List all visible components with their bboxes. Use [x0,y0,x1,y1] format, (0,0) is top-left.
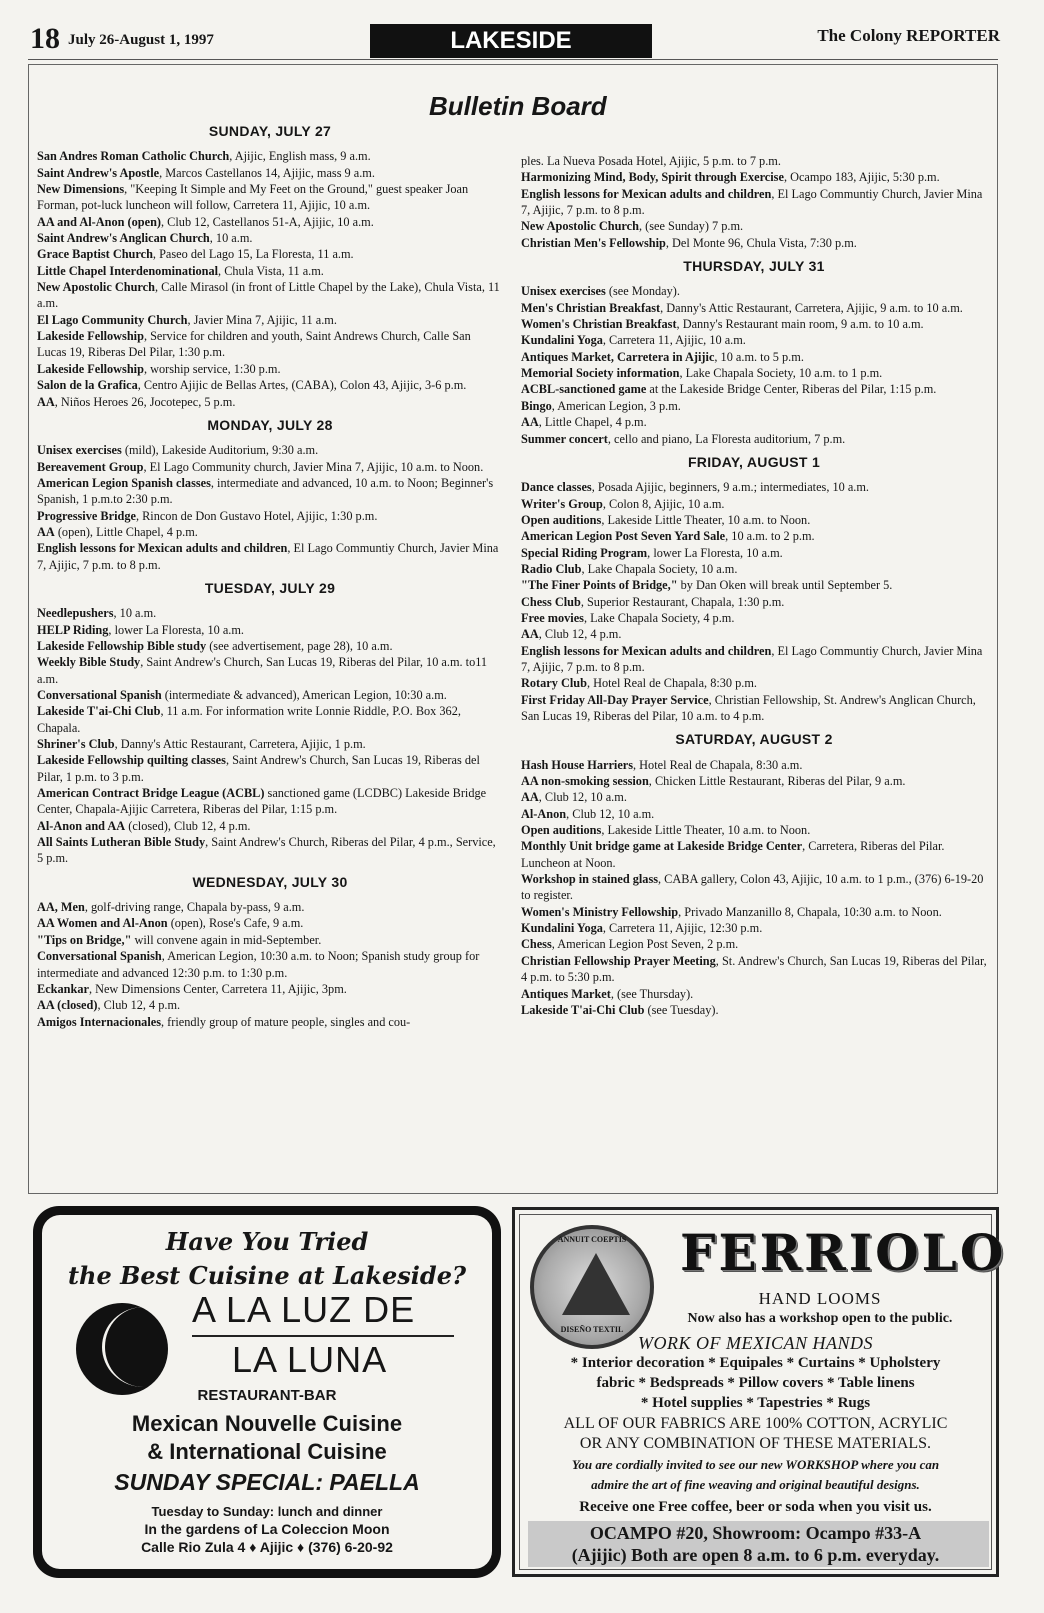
event-name: Women's Christian Breakfast [521,317,677,332]
event-name: Lakeside T'ai-Chi Club [37,704,161,719]
event-item [37,654,503,687]
event-name: Special Riding Program [521,545,648,560]
event-name: Christian Fellowship Prayer Meeting [521,953,716,968]
event-name: Eckankar [37,981,89,996]
event-detail: , El Lago Communtiy Church, Javier Mina 7, Ajijic, 7 p.m. to 8 p.m. [37,541,499,572]
event-detail: , intermediate and advanced, 10 a.m. to Noon; Beginner's Spanish, 1 p.m.to 2:30 p.m. [37,475,494,507]
event-name: Al-Anon and AA [37,818,126,833]
event-item [37,948,503,981]
cuisine-line1: Mexican Nouvelle Cuisine [131,1411,403,1436]
event-item [37,540,503,573]
event-detail: , Lakeside Little Theater, 10 a.m. to Noon. [601,823,811,838]
event-item [521,153,987,169]
event-item [521,822,987,838]
features-line2: fabric * Bedspreads * Pillow covers * Table linens [596,1375,915,1391]
event-item [521,431,987,447]
event-item [521,806,987,822]
event-name: Unisex exercises [521,284,606,299]
event-detail: , Carretera, Riberas del Pilar. Luncheon at Noon. [521,839,945,870]
event-detail: , Centro Ajijic de Bellas Artes, (CABA), Colon 43, Ajijic, 3-6 p.m. [137,378,467,393]
workshop-note: Now also has a workshop open to the public. [687,1311,953,1326]
event-item [521,169,987,185]
event-item [37,214,503,230]
event-name: Needlepushers [37,606,114,621]
event-name: "Tips on Bridge," [37,932,132,947]
event-name: Chess [521,937,552,952]
event-item [521,936,987,952]
event-item [521,871,987,904]
event-name: "The Finer Points of Bridge," [521,578,678,593]
ad-script-line2: the Best Cuisine at Lakeside? [67,1261,467,1290]
event-item [521,643,987,676]
event-item [521,920,987,936]
event-name: Shriner's Club [37,737,115,752]
event-detail: , El Lago Community church, Javier Mina 7, Ajijic, 10 a.m. to Noon. [143,459,484,474]
event-detail: , Javier Mina 7, Ajijic, 11 a.m. [187,312,337,327]
day-heading: WEDNESDAY, JULY 30 [192,873,348,890]
event-item [37,230,503,246]
event-item [521,528,987,544]
event-name: English lessons for Mexican adults and children [37,541,288,556]
ad-ferriolo [512,1207,1007,1577]
event-detail: , Superior Restaurant, Chapala, 1:30 p.m. [580,594,785,609]
event-detail: , friendly group of mature people, singles and cou- [161,1014,411,1029]
event-detail: , lower La Floresta, 10 a.m. [647,545,783,560]
event-name: Memorial Society information [521,366,680,381]
location-line2: (Ajijic) Both are open 8 a.m. to 6 p.m. everyday. [571,1545,940,1565]
event-detail: , Paseo del Lago 15, La Floresta, 11 a.m. [152,247,354,262]
event-detail: , Lake Chapala Society, 10 a.m. to 1 p.m. [679,366,883,381]
event-name: AA non-smoking session [521,774,649,789]
work-of-mexican-hands: WORK OF MEXICAN HANDS [638,1333,873,1353]
event-item [37,818,503,834]
event-name: Saint Andrew's Anglican Church [37,231,210,246]
event-item [37,785,503,818]
event-name: AA [37,394,55,409]
event-name: Kundalini Yoga [521,921,603,936]
event-item [521,365,987,381]
page-number: 18 [30,22,60,55]
event-name: Antiques Market, Carretera in Ajijic [521,349,715,364]
invite-line2: admire the art of fine weaving and original beautiful designs. [591,1477,920,1492]
hours: Tuesday to Sunday: lunch and dinner [151,1504,383,1519]
event-detail: , Hotel Real de Chapala, 8:30 p.m. [586,676,758,691]
event-item [37,932,503,948]
pyramid-shape [562,1253,630,1315]
event-name: Open auditions [521,823,602,838]
seal-bottom-text: DISEÑO TEXTIL [560,1325,624,1334]
page-header [28,18,1000,58]
restaurant-name-line1: A LA LUZ DE [192,1289,416,1330]
event-detail: at the Lakeside Bridge Center, Riberas del Pilar, 1:15 p.m. [646,382,937,397]
event-item [521,381,987,397]
event-item [37,279,503,312]
event-name: All Saints Lutheran Bible Study [37,835,206,850]
features-line3: * Hotel supplies * Tapestries * Rugs [640,1395,871,1411]
event-item [37,524,503,540]
event-detail: , Lake Chapala Society, 10 a.m. [581,561,738,576]
event-item [521,773,987,789]
event-detail: will convene again in mid-September. [131,932,322,947]
event-name: American Legion Spanish classes [37,475,211,490]
event-name: AA and Al-Anon (open) [37,214,162,229]
event-item [37,736,503,752]
event-name: AA, Men [37,900,85,915]
event-item [37,915,503,931]
event-detail: , Rincon de Don Gustavo Hotel, Ajijic, 1:30 p.m. [135,508,378,523]
event-item [521,332,987,348]
event-detail: , Service for children and youth, Saint Andrews Church, Calle San Lucas 19, Riberas Del Pilar, 1:30 p.m. [37,329,471,360]
event-detail: sanctioned game (LCDBC) Lakeside Bridge Center, Chapala-Ajijic Carretera, Riberas del Pilar, 1:15 p.m. [37,786,487,817]
left-column [37,121,503,1030]
event-item [521,545,987,561]
event-name: AA [521,790,539,805]
event-item [37,361,503,377]
event-name: ACBL-sanctioned game [521,382,647,397]
event-item [521,986,987,1002]
event-name: Lakeside Fellowship [37,361,144,376]
event-name: AA [37,524,55,539]
event-item [37,328,503,361]
event-item [37,1014,503,1030]
event-item [521,512,987,528]
event-detail: , Calle Mirasol (in front of Little Chapel by the Lake), Chula Vista, 11 a.m. [37,280,500,311]
event-detail: , Posada Ajijic, beginners, 9 a.m.; intermediates, 10 a.m. [591,480,870,495]
event-item [37,997,503,1013]
event-name: English lessons for Mexican adults and children [521,643,772,658]
event-detail: , Saint Andrew's Church, Riberas del Pilar, 4 p.m., Service, 5 p.m. [37,835,496,866]
event-detail: , Club 12, Castellanos 51-A, Ajijic, 10 a.m. [161,214,374,229]
event-item [37,638,503,654]
event-name: Conversational Spanish [37,949,162,964]
event-detail: (see advertisement, page 28), 10 a.m. [206,638,393,653]
event-detail: , 10 a.m. to 5 p.m. [714,349,804,364]
event-detail: , 10 a.m. [113,606,157,621]
event-detail: , worship service, 1:30 p.m. [143,361,281,376]
event-detail: , Lakeside Little Theater, 10 a.m. to Noon. [601,512,811,527]
event-name: Women's Ministry Fellowship [521,904,679,919]
event-detail: , Ajijic, English mass, 9 a.m. [229,149,371,164]
ferriolo-headline: HAND LOOMS [758,1289,882,1308]
bulletin-board [28,64,998,1194]
event-item [521,577,987,593]
event-detail: , (see Sunday) 7 p.m. [638,219,744,234]
event-item [521,316,987,332]
event-item [521,692,987,725]
event-item [37,312,503,328]
event-item [521,300,987,316]
event-name: Hash House Harriers [521,757,634,772]
event-name: Bingo [521,398,552,413]
event-name: Bereavement Group [37,459,144,474]
event-detail: (open), Little Chapel, 4 p.m. [54,524,198,539]
event-item [37,459,503,475]
event-name: AA [521,415,539,430]
event-name: Weekly Bible Study [37,655,141,670]
event-detail: (mild), Lakeside Auditorium, 9:30 a.m. [121,443,319,458]
location: In the gardens of La Coleccion Moon [144,1521,390,1537]
event-name: Conversational Spanish [37,688,162,702]
event-item [37,148,503,164]
event-name: Antiques Market [521,986,611,1001]
event-name: Saint Andrew's Apostle [37,165,160,180]
event-item [37,263,503,279]
header-rule [28,59,998,60]
day-heading: THURSDAY, JULY 31 [683,258,825,275]
event-name: Al-Anon [521,806,567,821]
event-detail: (see Monday). [605,284,680,299]
event-name: Kundalini Yoga [521,333,603,348]
event-detail: , Carretera 11, Ajijic, 10 a.m. [602,333,746,348]
event-name: Progressive Bridge [37,508,136,523]
event-item [37,394,503,410]
event-item [37,605,503,621]
event-detail: , Privado Manzanillo 8, Chapala, 10:30 a.m. to Noon. [678,904,942,919]
event-name: Dance classes [521,480,592,495]
event-detail: , Chula Vista, 11 a.m. [218,263,324,278]
invite-line1: You are cordially invited to see our new WORKSHOP where you can [571,1457,940,1472]
event-detail: , Hotel Real de Chapala, 8:30 a.m. [633,757,803,772]
event-detail: , Lake Chapala Society, 4 p.m. [583,610,735,625]
event-detail: , 10 a.m. to 2 p.m. [725,529,815,544]
event-item [521,626,987,642]
event-name: American Contract Bridge League (ACBL) [37,786,265,801]
event-item [521,186,987,219]
address: Calle Rio Zula 4 ♦ Ajijic ♦ (376) 6-20-92 [141,1539,393,1555]
fabrics-line2: OR ANY COMBINATION OF THESE MATERIALS. [579,1435,932,1452]
event-item [521,283,987,299]
event-detail: , New Dimensions Center, Carretera 11, Ajijic, 3pm. [88,981,347,996]
event-item [37,687,503,703]
event-detail: , Danny's Restaurant main room, 9 a.m. to 10 a.m. [676,317,924,332]
event-detail: , Club 12, 10 a.m. [566,806,655,821]
event-detail: , CABA gallery, Colon 43, Ajijic, 10 a.m. to 1 p.m., (376) 6-19-20 to register. [521,872,984,903]
event-name: Lakeside T'ai-Chi Club [521,1002,645,1017]
event-item [37,377,503,393]
event-detail: , Del Monte 96, Chula Vista, 7:30 p.m. [665,235,857,250]
event-detail: , golf-driving range, Chapala by-pass, 9 a.m. [84,900,305,915]
event-detail: , Colon 8, Ajijic, 10 a.m. [602,496,725,511]
publication-name: The Colony REPORTER [817,26,1000,45]
event-detail: , Ocampo 183, Ajijic, 5:30 p.m. [783,170,940,185]
location-line1: OCAMPO #20, Showroom: Ocampo #33-A [589,1523,922,1543]
event-name: Chess Club [521,594,581,609]
event-detail: , Danny's Attic Restaurant, Carretera, Ajijic, 1 p.m. [114,737,366,752]
features-line1: * Interior decoration * Equipales * Curtains * Upholstery [570,1355,941,1371]
event-detail: , (see Thursday). [610,986,694,1001]
event-name: Amigos Internacionales [37,1014,161,1029]
event-name: Harmonizing Mind, Body, Spirit through Exercise [521,170,784,185]
event-item [521,561,987,577]
event-item [521,838,987,871]
event-item [37,246,503,262]
event-detail: (open), Rose's Cafe, 9 a.m. [167,916,304,931]
event-detail: , American Legion, 3 p.m. [551,398,681,413]
moon-logo-icon [76,1303,168,1395]
event-name: Lakeside Fellowship [37,329,144,344]
event-name: Writer's Group [521,496,603,511]
event-detail: , Marcos Castellanos 14, Ajijic, mass 9 a.m. [159,165,375,180]
fabrics-line1: ALL OF OUR FABRICS ARE 100% COTTON, ACRYLIC [563,1415,948,1432]
event-item [521,235,987,251]
event-name: New Apostolic Church [37,280,155,295]
event-name: Lakeside Fellowship quilting classes [37,753,226,768]
day-heading: SATURDAY, AUGUST 2 [675,731,833,748]
event-name: Monthly Unit bridge game at Lakeside Bridge Center [521,839,803,854]
event-name: Radio Club [521,561,582,576]
day-heading: SUNDAY, JULY 27 [208,123,332,139]
event-name: New Dimensions [37,182,125,197]
event-name: San Andres Roman Catholic Church [37,149,230,164]
right-column [521,153,987,1018]
event-name: Open auditions [521,512,602,527]
sunday-special: SUNDAY SPECIAL: PAELLA [114,1469,420,1495]
event-item [521,953,987,986]
event-name: American Legion Post Seven Yard Sale [521,529,726,544]
issue-date: July 26-August 1, 1997 [68,32,214,48]
event-detail: , St. Andrew's Church, San Lucas 19, Riberas del Pilar, 4 p.m. to 5:30 p.m. [521,953,987,985]
event-item [521,594,987,610]
pyramid-seal-icon [530,1225,654,1349]
event-item [37,508,503,524]
event-detail: , Saint Andrew's Church, San Lucas 19, Riberas del Pilar, 10 a.m. to11 a.m. [37,655,488,686]
event-item [37,899,503,915]
event-detail: , Christian Fellowship, St. Andrew's Anglican Church, San Lucas 19, Riberas del Pilar, 10 a.m. to 4 p.m. [521,692,976,723]
event-name: HELP Riding [37,622,109,637]
event-item [37,165,503,181]
event-name: Men's Christian Breakfast [521,300,661,315]
event-name: Grace Baptist Church [37,247,153,262]
day-heading: TUESDAY, JULY 29 [204,579,336,596]
event-detail: , 11 a.m. For information write Lonnie Riddle, P.O. Box 362, Chapala. [37,704,461,735]
event-name: Workshop in stained glass [521,872,659,887]
event-name: New Apostolic Church [521,219,639,234]
ad-script-line1: Have You Tried [165,1227,369,1256]
event-item [521,904,987,920]
event-name: AA [521,627,539,642]
event-name: Free movies [521,610,584,625]
event-detail: , El Lago Communtiy Church, Javier Mina 7, Ajijic, 7 p.m. to 8 p.m. [521,643,983,674]
event-item [521,1002,987,1018]
event-name: AA (closed) [37,998,98,1013]
section-banner: LAKESIDE [370,24,652,58]
event-item [37,181,503,214]
event-detail: , 10 a.m. [209,231,253,246]
event-item [37,752,503,785]
event-item [37,475,503,508]
event-item [521,610,987,626]
event-detail: , lower La Floresta, 10 a.m. [108,622,244,637]
event-detail: , Club 12, 4 p.m. [538,627,622,642]
event-name: Christian Men's Fellowship [521,235,666,250]
event-item [37,622,503,638]
day-heading: FRIDAY, AUGUST 1 [687,453,821,470]
event-detail: , Club 12, 10 a.m. [538,790,627,805]
event-detail: , American Legion Post Seven, 2 p.m. [551,937,739,952]
event-name: English lessons for Mexican adults and children [521,186,772,201]
event-name: Little Chapel Interdenominational [37,263,219,278]
event-item [521,479,987,495]
event-item [37,703,503,736]
brand-logo: FERRIOLO [680,1223,1007,1282]
restaurant-type: RESTAURANT-BAR [197,1387,337,1404]
event-item [521,675,987,691]
event-detail: , Niños Heroes 26, Jocotepec, 5 p.m. [54,394,236,409]
event-detail: , American Legion, 10:30 a.m. to Noon; Spanish study group for intermediate and advanced 12:30 p.m. to 1:30 p.m. [37,949,480,980]
event-detail: , Club 12, 4 p.m. [97,998,181,1013]
event-name: First Friday All-Day Prayer Service [521,692,709,707]
event-item [521,218,987,234]
event-detail: , Danny's Attic Restaurant, Carretera, Ajijic, 9 a.m. to 10 a.m. [660,300,963,315]
event-detail: (intermediate & advanced), American Legion, 10:30 a.m. [161,688,447,702]
event-detail: , "Keeping It Simple and My Feet on the Ground," guest speaker Joan Forman, pot-luck luncheon will follow, Carretera 11, Ajijic, 10 a.m. [37,182,469,213]
event-name: Summer concert [521,431,608,446]
event-name: Salon de la Grafica [37,378,138,393]
event-item [521,414,987,430]
event-detail: , Little Chapel, 4 p.m. [538,415,647,430]
cuisine-line2: & International Cuisine [147,1439,387,1464]
event-detail: , Carretera 11, Ajijic, 12:30 p.m. [602,921,763,936]
event-item [521,757,987,773]
bulletin-title: Bulletin Board [429,91,607,121]
event-detail: , Saint Andrew's Church, San Lucas 19, Riberas del Pilar, 1 p.m. to 3 p.m. [37,753,480,784]
event-name: AA Women and Al-Anon [37,916,168,931]
event-item [37,442,503,458]
event-detail: (closed), Club 12, 4 p.m. [125,818,251,833]
event-name: Lakeside Fellowship Bible study [37,638,207,653]
day-heading: MONDAY, JULY 28 [207,416,333,433]
event-item [37,981,503,997]
event-item [521,496,987,512]
event-item [521,789,987,805]
event-detail: ples. La Nueva Posada Hotel, Ajijic, 5 p.m. to 7 p.m. [521,154,781,168]
name-divider [192,1335,454,1337]
event-item [37,834,503,867]
event-name: El Lago Community Church [37,312,188,327]
ad-la-luz-de-la-luna [33,1206,501,1578]
event-item [521,398,987,414]
seal-top-text: ANNUIT COEPTIS [557,1235,627,1244]
event-detail: , Chicken Little Restaurant, Riberas del Pilar, 9 a.m. [648,774,906,789]
event-detail: by Dan Oken will break until September 5. [677,578,893,593]
event-item [521,349,987,365]
event-detail: , El Lago Communtiy Church, Javier Mina 7, Ajijic, 7 p.m. to 8 p.m. [521,186,983,218]
event-detail: , cello and piano, La Floresta auditorium, 7 p.m. [607,431,846,446]
event-name: Unisex exercises [37,443,122,458]
restaurant-name-line2: LA LUNA [232,1339,388,1380]
event-detail: (see Tuesday). [644,1002,719,1017]
event-name: Rotary Club [521,676,587,691]
free-offer: Receive one Free coffee, beer or soda when you visit us. [579,1499,932,1515]
